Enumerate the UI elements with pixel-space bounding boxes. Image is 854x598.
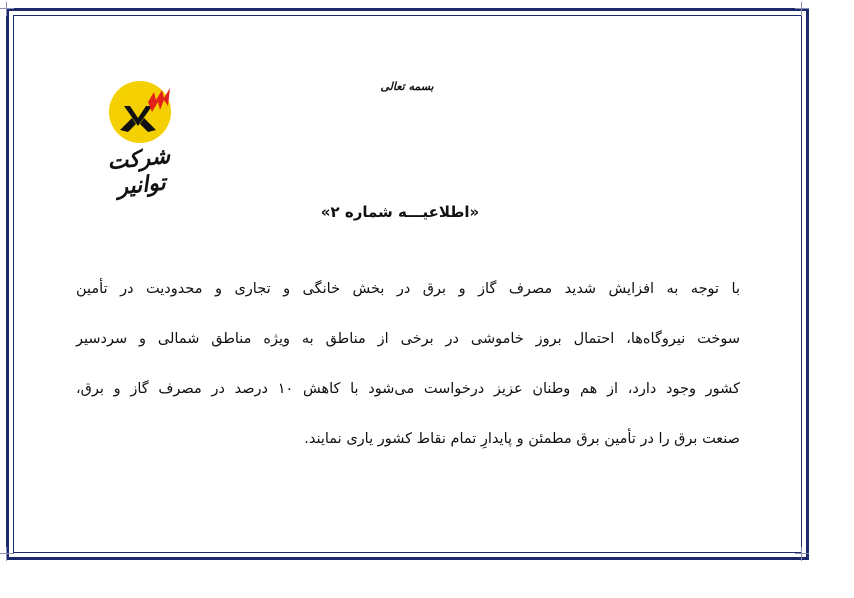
body-line: با توجه به افزایش شدید مصرف گاز و برق در بخش خانگی و تجاری و محدودیت در تأمین [76,281,740,297]
body-line: سوخت نیروگاه‌ها، احتمال بروز خاموشی در برخی از مناطق به ویژه مناطق شمالی و سردسیر [76,331,740,347]
body-line: صنعت برق را در تأمین برق مطمئن و پایدارِ تمام نقاط کشور یاری نمایند. [304,431,740,447]
announcement-title: «اطلاعیـــه شماره ۲» [320,203,480,221]
corner-mark-top-right [795,2,809,16]
company-logo [88,78,198,201]
company-name: شرکت توانیر [106,142,172,201]
corner-mark-bottom-left [0,547,14,561]
basmala-heading: بسمه تعالی [380,80,434,93]
body-line: کشور وجود دارد، از هم وطنان عزیز درخواست می‌شود با کاهش ۱۰ درصد در مصرف گاز و برق، [76,381,740,397]
announcement-body [76,276,740,476]
corner-mark-bottom-right [795,547,809,561]
corner-mark-top-left [0,2,14,16]
